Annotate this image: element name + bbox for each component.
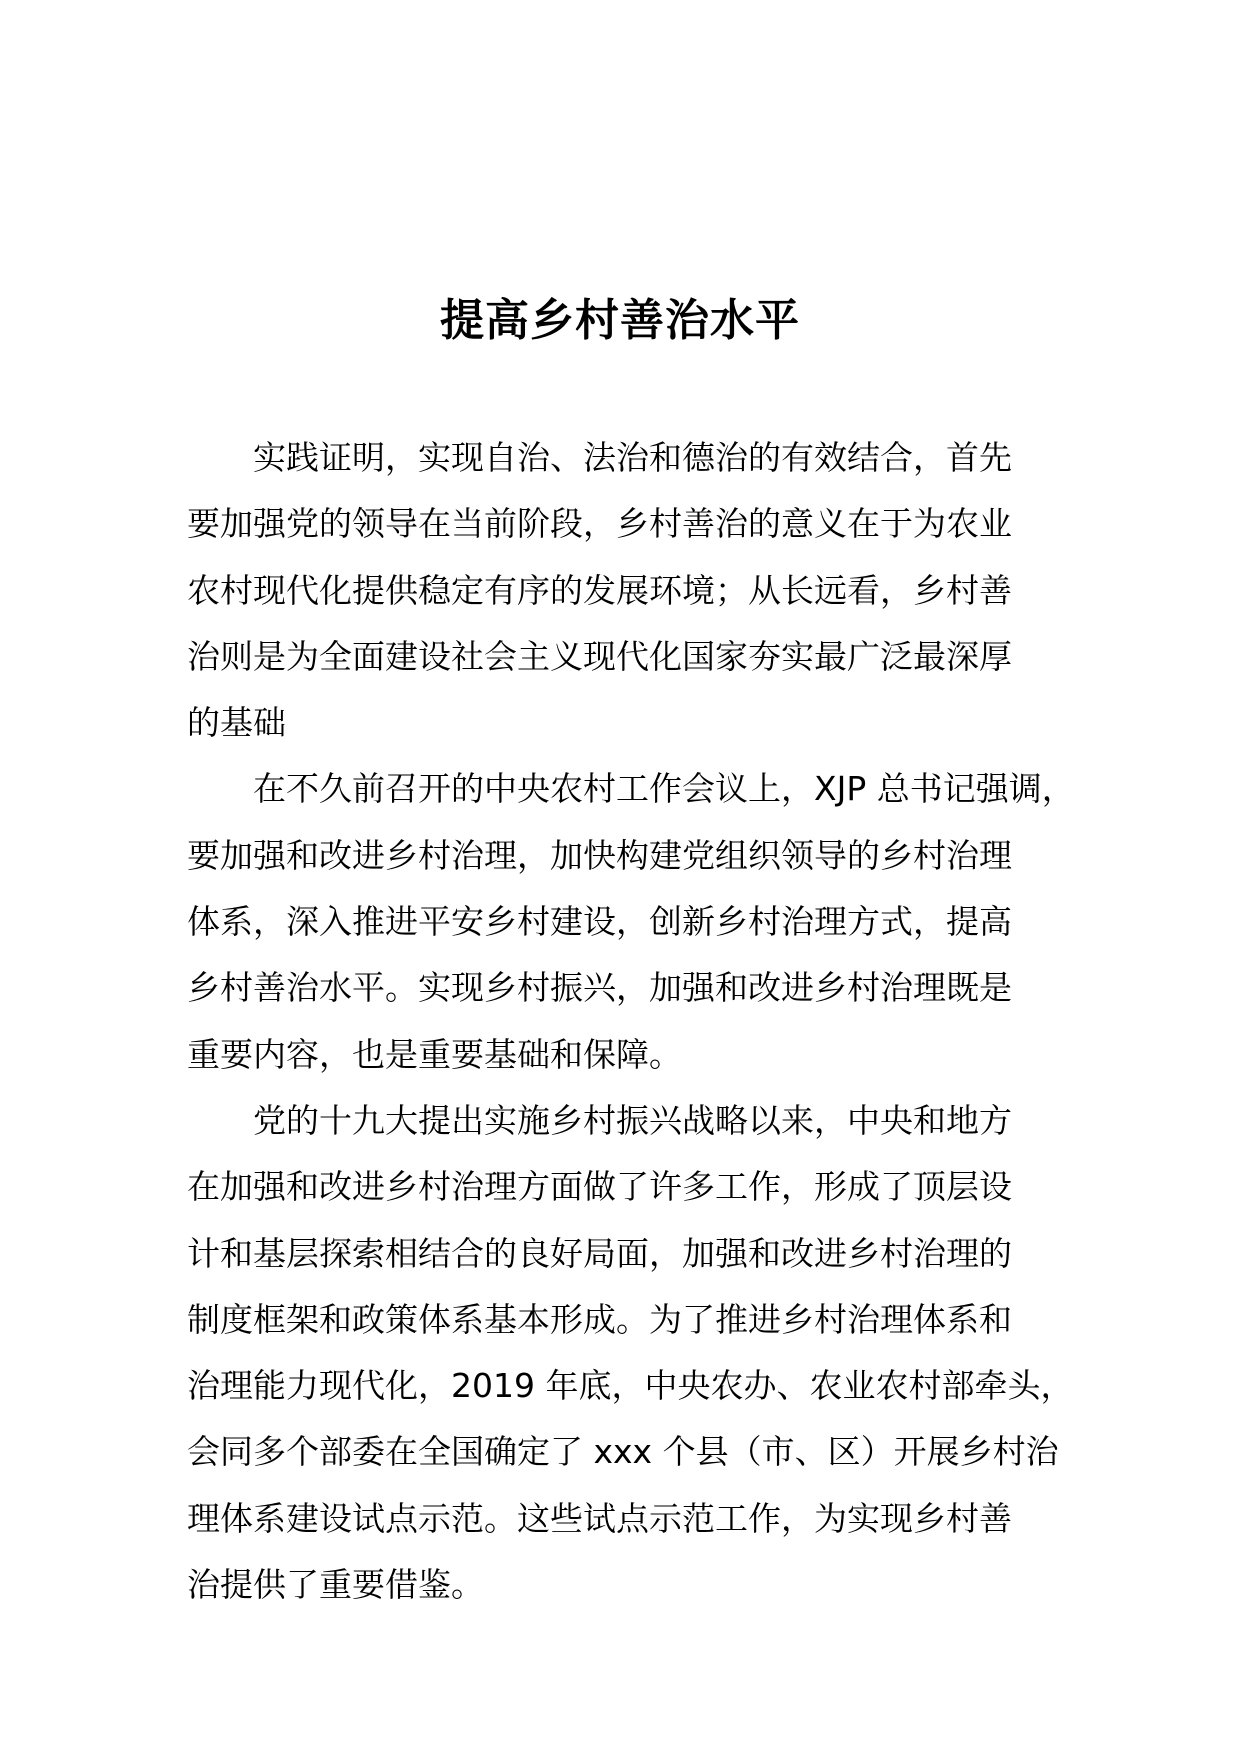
paragraph-line: 乡村善治水平。实现乡村振兴，加强和改进乡村治理既是	[187, 968, 1012, 1008]
paragraph-line: 治则是为全面建设社会主义现代化国家夯实最广泛最深厚	[187, 636, 1012, 676]
paragraph-2	[187, 756, 1075, 1087]
paragraph-line: 理体系建设试点示范。这些试点示范工作，为实现乡村善	[187, 1498, 1012, 1538]
paragraph-line: 的基础	[187, 703, 286, 743]
paragraph-line: 计和基层探索相结合的良好局面，加强和改进乡村治理的	[187, 1233, 1012, 1273]
paragraph-line: 党的十九大提出实施乡村振兴战略以来，中央和地方	[253, 1100, 1012, 1140]
paragraph-1	[187, 425, 1067, 756]
paragraph-line: 会同多个部委在全国确定了 xxx 个县（市、区）开展乡村治	[187, 1432, 1059, 1472]
paragraph-line: 治理能力现代化，2019 年底，中央农办、农业农村部牵头，	[187, 1366, 1074, 1406]
paragraph-line: 要加强党的领导在当前阶段，乡村善治的意义在于为农业	[187, 504, 1012, 544]
paragraph-line: 治提供了重要借鉴。	[187, 1565, 484, 1605]
paragraph-3	[187, 1088, 1074, 1618]
paragraph-line: 体系，深入推进平安乡村建设，创新乡村治理方式，提高	[187, 902, 1012, 942]
document-body	[187, 425, 1075, 1618]
document-title: 提高乡村善治水平	[440, 295, 800, 346]
paragraph-line: 农村现代化提供稳定有序的发展环境；从长远看，乡村善	[187, 570, 1012, 610]
paragraph-line: 在加强和改进乡村治理方面做了许多工作，形成了顶层设	[187, 1167, 1012, 1207]
paragraph-line: 在不久前召开的中央农村工作会议上，XJP 总书记强调，	[253, 769, 1075, 809]
paragraph-line: 要加强和改进乡村治理，加快构建党组织领导的乡村治理	[187, 835, 1012, 875]
paragraph-line: 重要内容，也是重要基础和保障。	[187, 1034, 682, 1074]
paragraph-line: 制度框架和政策体系基本形成。为了推进乡村治理体系和	[187, 1299, 1012, 1339]
paragraph-line: 实践证明，实现自治、法治和德治的有效结合，首先	[253, 438, 1012, 477]
